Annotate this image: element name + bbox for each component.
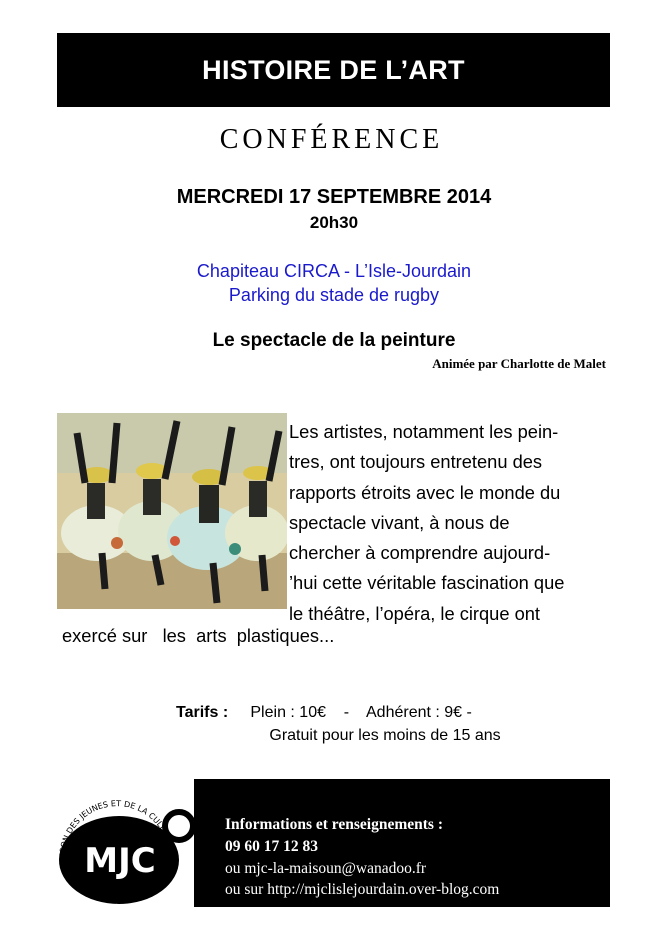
logo-town: L'ISLE-JOURDAIN (113, 897, 171, 915)
venue-line-2: Parking du stade de rugby (228, 285, 440, 305)
pricing-free: Gratuit pour les moins de 15 ans (269, 727, 501, 744)
description-line: chercher à comprendre aujourd- (289, 542, 551, 564)
description-line: Les artistes, notamment les pein- (289, 421, 559, 442)
conference-subject: Le spectacle de la peinture (212, 330, 456, 351)
description-last-line: exercé sur les arts plastiques... (62, 625, 335, 646)
contact-website[interactable]: ou sur http://mjclislejourdain.over-blog.com (225, 881, 500, 898)
host-line: Animée par Charlotte de Malet (432, 356, 606, 371)
logo-letters: MJC (84, 841, 156, 881)
event-date: MERCREDI 17 SEPTEMBRE 2014 (176, 186, 492, 208)
description-line: tres, ont toujours entretenu des (289, 451, 543, 473)
pricing-line (176, 704, 472, 722)
description-line: rapports étroits avec le monde du (289, 481, 561, 503)
svg-text:MJC (84, 841, 155, 881)
description-line: spectacle vivant, à nous de (289, 511, 510, 533)
contact-phone[interactable]: 09 60 17 12 83 (225, 838, 318, 855)
venue-line-1: Chapiteau CIRCA - L’Isle-Jourdain (196, 261, 472, 281)
description-paragraph (289, 417, 607, 629)
mjc-logo (44, 790, 194, 915)
logo-arc-text: MAISON DES JEUNES ET DE LA CULT (58, 799, 168, 869)
title-banner (57, 33, 610, 107)
contact-email[interactable]: ou mjc-la-maisoun@wanadoo.fr (225, 860, 427, 877)
description-line: ’hui cette véritable fascination que (289, 572, 565, 594)
event-time: 20h30 (309, 213, 359, 232)
page-title: HISTOIRE DE L’ART (202, 54, 465, 85)
description-line: le théâtre, l’opéra, le cirque ont (289, 602, 541, 624)
pricing-details: Plein : 10€ - Adhérent : 9€ - (228, 704, 472, 721)
contact-heading: Informations et renseignements : (225, 816, 443, 833)
event-type: CONFÉRENCE (219, 124, 444, 155)
cancan-dancers-painting (57, 413, 287, 609)
pricing-label: Tarifs : (176, 704, 229, 721)
